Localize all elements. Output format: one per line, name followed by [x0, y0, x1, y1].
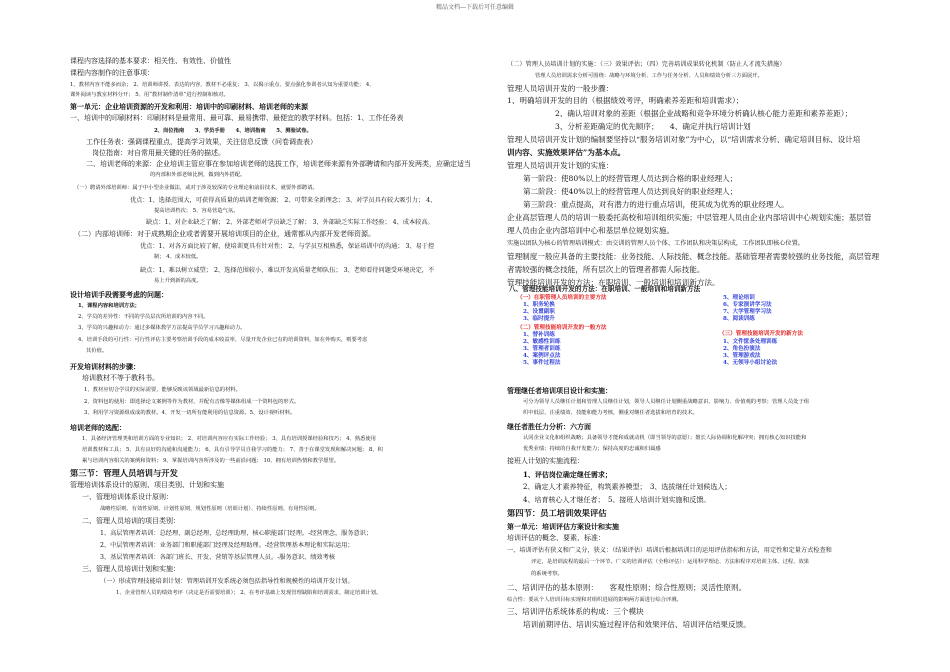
left-text-line: 2、岗位指南 3、学员手册 4、培训指南 5、测验试卷。 [154, 128, 312, 134]
left-text-line: 1、具备经济管理类和培训方面的专业知识； 2、对培训内容应有实际工作经验； 3、具有培训授课经验和技巧； 4、熟悉使用 [82, 436, 376, 442]
right-text-line: 1、评估岗位确定继任需求； [523, 470, 612, 479]
left-text-line: 1、教材内容不能多而杂； 2、培训师讲授、表达的内容，教材不必重复； 3、以揭示重点、要点强化参训者认知为重要功能； 4、 [70, 82, 375, 88]
right-text-line: 管理制度一般应具备的主要技能：业务技能、人际技能、概念技能。基础管理者需要较强的业务技能，高层管理 [507, 252, 880, 261]
left-text-line: 3、利用学习资源组成成的教材。4、开发一切所有能利用的信息资源。5、设计视听材料。 [84, 410, 296, 416]
left-text-line: 4、培训手段的可行性：可行性评估主要考察培训手段的成本收益率，尽量开发企业已有的培训资料，如在外购买，则要考虑 [78, 337, 368, 343]
left-text-line: （二）内部培训师：对于成熟期企业或者需要开展培训项目的企业，通常都从内部开发老师资源。 [74, 230, 375, 238]
left-text-line: 开发培训材料的步骤： [70, 362, 140, 371]
group3-title: （三）管理技能培训开发的新方法 [719, 331, 803, 337]
right-text-line: 织中低层，注重绩效、技能和能力考核，侧重对继任者选拔和培育的技术。 [523, 410, 698, 416]
diagram-title: 八、管理技能培训开发的方法：在职培训、一般培训和培训新方法 [509, 285, 701, 293]
left-text-line: 1、课程内容和培训方法； [78, 303, 140, 309]
left-text-line: 设计培训手段需要考虑的问题： [70, 290, 168, 299]
left-text-line: 3、学员的兴趣和动力：通过多媒体教学方法提高学员学习兴趣和动力。 [78, 325, 246, 331]
right-text-line: 第四节：员工培训效果评估 [507, 509, 607, 518]
left-text-line: 1、企业管理人员的绩效考评（决定是否需要培训）； 2、在考评基础上发现管理缺陷和培训需求，制定培训计划。 [116, 590, 382, 596]
left-text-line: 课外阅读与教室材料分开； 5、用“教材制作清单”进行控制和核对。 [70, 92, 229, 98]
method-item: 5、理论培训 [723, 295, 755, 301]
right-text-line: 一、培训评估有狭义和广义分，狭义：（结果评估）培训后根据培训目的运用评估指标和方法，用定性和定量方式检查和 [507, 547, 832, 554]
right-text-line: 管理技能培训开发的方法：在职培训、一般培训和培训新方法。 [507, 278, 720, 287]
method-item: 1、文件筐条处理训练 [723, 339, 778, 345]
left-text-line: 其价值。 [86, 348, 108, 354]
left-text-line: 工作任务表：强调课程重点，提高学习效果，关注信息反馈（问卷调查表） [86, 138, 317, 146]
left-text-line: 一、管理培训体系设计原则： [82, 493, 173, 501]
right-text-line: 2、确认培训对象的差距（根据企业战略和竞争环境分析确认核心能力差距和素养差距）； [555, 109, 853, 118]
method-item: 4、无领导小组讨论法 [723, 360, 778, 366]
right-text-line: 第一阶段：使80%以上的经营管理人员达到合格的职业经理人； [523, 174, 738, 183]
method-item: 6、专家演讲学习法 [723, 302, 772, 308]
page-header: 精品文档---下载后可任意编辑 [435, 4, 515, 11]
left-text-line: 培训教材和工具； 5、具有良好的沟通和沟通能力； 6、具有引导学员自我学习的能力； 7、善于在课堂发现和解决问题； 8、积 [82, 447, 383, 453]
left-text-line: 二、管理人员培训的项目类别： [82, 517, 180, 525]
right-text-line: 评定，是培训流程的最后一个环节。广义的培训评估（全称评估）：运用科学理论、方法和程序对培训主体、过程、效果 [531, 559, 810, 565]
method-item: 2、设置副职 [523, 309, 555, 315]
left-text-line: （一）形成管理技能培训计划：管理培训开发系统必须包括指导性和规模性的培训开发计划。 [100, 578, 354, 585]
left-text-line: 制； 4、成本较低。 [154, 254, 202, 260]
right-text-line: 2、确定人才素养特征，构筑素养模型； 3、选拔继任计划候选人； [523, 483, 732, 491]
right-text-line: 理人员由企业内部培训中心和基层单位规划实施。 [507, 226, 675, 235]
training-methods-diagram [509, 283, 803, 378]
left-text-line: 优点：1、选择范围大，可获得高质量的培训老师资源； 2、可带来全新理念； 3、对学员具有较大吸引力； 4、 [130, 197, 437, 204]
right-text-line: 第三阶段：重点提高，对有潜力的进行重点培训，使其成为优秀的职业经理人。 [523, 200, 789, 209]
left-text-line: 2、学员的差异性：不同的学员层次所培训的内容不同。 [78, 314, 209, 320]
left-text-line: 提高培训档次； 5、容易营造气氛。 [154, 208, 239, 214]
left-text-line: 优点：1、对各方面比较了解，使培训更具有针对性； 2、与学员互相熟悉，保证培训中的沟通； 3、易于控 [140, 243, 435, 250]
right-text-line: 者需较强的概念技能，所有层次上的管理者都需人际技能。 [507, 265, 705, 274]
right-text-line: 管理人员培训需求分析可围绕：战略与环境分析、工作与任务分析、人员和绩效分析三方面展开。 [535, 73, 763, 79]
left-text-line: 1、教材应切合学员的实际需要，能够反映该领域最新信息的材料。 [84, 387, 241, 393]
right-text-line: 企业高层管理人员的培训一般委托高校和培训组织实施；中层管理人员由企业内部培训中心规划实施；基层管 [507, 213, 872, 222]
left-text-line: 培训老师的选配： [70, 423, 126, 432]
right-text-line: 培训评估的概念、要素、标准： [507, 534, 605, 542]
left-text-line: 一、培训中的印刷材料：印刷材料是最常用、最可靠、最易携带、最便宜的教学材料。包括：1、工作任务表 [70, 114, 404, 122]
left-text-line: 二、培训老师的来源：企业培训主管应事在参加培训老师的选拔工作，培训老师来源有外部聘请和内部开发两类，应确定适当 [86, 160, 471, 168]
method-item: 3、管理者训练 [523, 346, 561, 352]
right-text-line: 管理继任者培训项目设计和实施： [507, 386, 612, 395]
left-text-line: 战略性原则、有效性原则、计划性原则、规划性原则（培训计划）、持续性原则、有用性原则。 [100, 506, 320, 512]
left-text-line: 的内部和外部老师比例，做到内外搭配。 [150, 172, 246, 178]
right-text-line: 继任者胜任力分析：六方面 [507, 422, 591, 431]
right-text-line: 第一单元：培训评估方案设计和实施 [507, 522, 619, 531]
left-text-line: 2、资料包的使用：即选择论文案例等作为教材，并配有音像等媒体组成一个资料包的形式。 [84, 399, 300, 405]
method-item: 2、角色扮演法 [723, 346, 761, 352]
left-text-line: 三、管理人员培训计划和实施： [82, 565, 180, 573]
left-text-line: （一）聘请外部培训师：属于中小型企业做法，或对于涉及较深的专业理论和前沿技术，就要外部聘请。 [74, 185, 318, 191]
right-text-line: 三、培训评估系统体系的构成：三个模块 [507, 607, 644, 616]
right-text-line: 管理人员培训开发的一般步骤： [507, 84, 614, 93]
right-text-line: 4、培育核心人才继任者； 5、接班人培训计划实施和反馈。 [523, 496, 711, 504]
method-item: 8、阅读训练 [723, 316, 755, 322]
right-text-line: 综合性：要从个人培训目标实现和对组织进展的影响两方面进行综合评测。 [507, 597, 682, 603]
group1-title: （一）在职管理人员培训的主要方法 [517, 295, 607, 301]
method-item: 3、临时提升 [523, 316, 555, 322]
left-text-line: 管理培训体系设计的原则、项目类别、计划和实施 [70, 481, 224, 489]
right-text-line: 接班人计划的实施流程： [507, 457, 584, 465]
right-text-line: 可分为领导人员继任计划和管理人员继任计划，领导人员继任计划侧重战略意识、影响力、价值观的考察；管理人员处于组 [523, 399, 810, 405]
right-text-line: 的系统考察。 [531, 571, 563, 577]
left-text-line: 课程内容选择的基本要求：相关性、有效性、价值性 [70, 57, 231, 65]
right-text-line: 二、培训评估的基本原则： 客观性原则；综合性原则；灵活性原则。 [507, 583, 747, 592]
right-text-line: 第二阶段：使40%以上的经营管理人员达到良好的职业经理人； [523, 187, 738, 196]
right-text-line: 管理人员培训开发计划的编制要坚持以“服务培训对象”为中心，以“培训需求分析、确定培训目标、设计培 [507, 135, 861, 144]
right-text-line: 管理人员培训开发计划的实施： [507, 161, 614, 170]
right-text-line: 训内容、实施效果评估”为基本点。 [507, 148, 626, 157]
left-text-line: 1、高层管理者培训：总经理、副总经理、总经理助理、核心职能部门经理。-经营理念，服务意识； [100, 530, 373, 537]
method-item: 4、案例评点法 [523, 353, 561, 359]
method-item: 5、事件过程法 [523, 360, 561, 366]
left-text-line: 2、中层管理者培训：业务部门和职能部门经理及经理助理。-经营管理基本理论和实际运用； [100, 542, 354, 549]
method-item: 1、职务轮换 [523, 302, 555, 308]
right-text-line: （二）管理人员培训计划的实施：（三）效果评估；（四）完善培训成果转化机制（防止人才流失措施） [507, 61, 786, 68]
method-item: 3、管理游戏法 [723, 353, 761, 359]
group2-title: （二）管理技能培训开发的一般方法 [517, 325, 607, 331]
left-text-line: 第三节：管理人员培训与开发 [70, 469, 178, 478]
right-text-line: 培训前期评估、培训实施过程评估和效果评估、培训评估结果反馈。 [523, 620, 751, 629]
left-text-line: 岗位指南：对自常用最关键的任务的描述。 [92, 149, 225, 157]
right-text-line: 优秀业绩；持续的自我开发能力；保持高度的忠诚和归属感 [523, 446, 661, 452]
right-text-line: 1、明确培训开发的目的（根据绩效考评，明确素养差距和培训需求）； [507, 96, 744, 105]
right-text-line: 认同企业文化和组织战略；具备领导才能和成就动机（即当领导的意愿）；擅长人际协调和化解冲突；拥有核心知识技能和 [523, 435, 807, 441]
left-text-line: 3、基层管理者培训：各部门班长、开发、营销等基层管理人员。-服务意识、绩效考核 [100, 554, 335, 561]
method-item: 7、大学管理学习法 [723, 309, 772, 315]
left-text-line: 第一单元：企业培训资源的开发和利用：培训中的印刷材料、培训老师的来源 [70, 102, 308, 111]
left-text-line: 缺点：1、对企业缺乏了解； 2、外部老师对学员缺乏了解； 3、外部缺乏实际工作经验； 4、成本较高。 [146, 219, 434, 226]
right-text-line: 3、分析差距确定的优先顺序； 4、确定并执行培训计划 [555, 122, 751, 131]
left-text-line: 课程内容制作的注意事项： [70, 69, 154, 77]
method-item: 1、替补训练 [523, 332, 555, 338]
left-text-line: 累与培训内容相关的案例和资料； 9、掌握培训内容所涉及的一些前沿问题； 10、拥有培训热情和教学愿望。 [82, 458, 340, 464]
left-text-line: 培训教材不等于教科书。 [82, 374, 159, 382]
left-text-line: 缺点：1、难以树立威望； 2、选择范围较小，难以开发高质量老师队伍； 3、老师看待问题受环境决定，不 [140, 267, 435, 274]
left-text-line: 易上升到新的高度。 [154, 278, 202, 284]
method-item: 2、敏感性训练 [523, 339, 561, 345]
right-text-line: 实施以团队为核心的管理培训模式：由交训的管理人员个体、工作团队和决策层构成，工作团队即核心位置。 [507, 240, 804, 247]
